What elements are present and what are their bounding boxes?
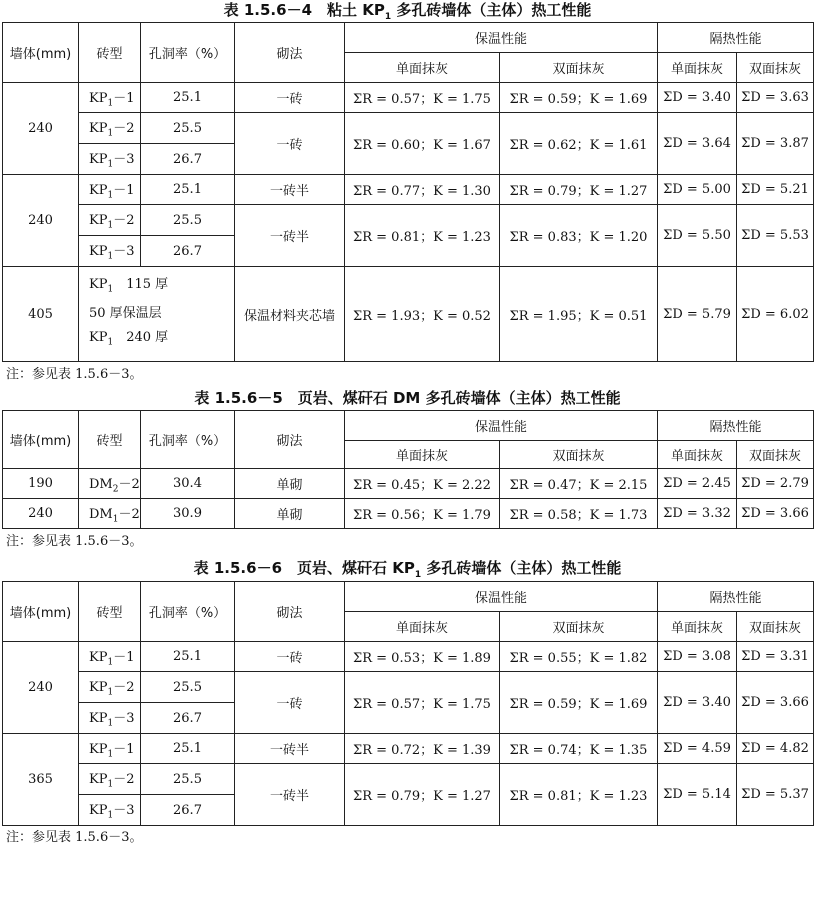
value-cell: ΣD = 3.31 xyxy=(737,642,814,672)
porosity-cell: 25.5 xyxy=(141,764,235,795)
brick-type-cell: $KP_1-1$ xyxy=(79,734,141,764)
table-3-note: 注：参见表 1.5.6－3。 xyxy=(6,830,143,845)
value-cell: ΣD = 5.21 xyxy=(737,175,814,205)
value-cell: ΣR = 0.59；K = 1.69 xyxy=(500,83,658,113)
porosity-cell: 25.5 xyxy=(141,205,235,236)
value-cell: ΣD = 3.40 xyxy=(658,672,737,734)
method-cell: 一砖 xyxy=(235,672,345,734)
header-wall: 墙体(mm) xyxy=(3,411,79,469)
porosity-cell: 25.1 xyxy=(141,83,235,113)
table-1-title: 表 1.5.6－4 粘土 $KP_1$ 多孔砖墙体（主体）热工性能 xyxy=(223,1,592,22)
brick-type-cell: $KP_1-2$ xyxy=(79,205,141,236)
header-double: 双面抹灰 xyxy=(737,53,814,83)
header-heat-insulation: 隔热性能 xyxy=(658,582,814,612)
header-porosity: 孔洞率（%） xyxy=(141,411,235,469)
porosity-cell: 25.1 xyxy=(141,642,235,672)
value-cell: ΣD = 5.37 xyxy=(737,764,814,826)
value-cell: ΣR = 0.59；K = 1.69 xyxy=(500,672,658,734)
value-cell: ΣR = 0.53；K = 1.89 xyxy=(345,642,500,672)
porosity-cell: 30.4 xyxy=(141,469,235,499)
value-cell: ΣR = 0.83；K = 1.20 xyxy=(500,205,658,267)
table-row xyxy=(3,734,814,764)
table-row xyxy=(3,83,814,113)
table-1-note: 注：参见表 1.5.6－3。 xyxy=(6,367,143,382)
header-insulation: 保温性能 xyxy=(345,582,658,612)
method-cell: 一砖半 xyxy=(235,734,345,764)
value-cell: ΣR = 0.60；K = 1.67 xyxy=(345,113,500,175)
value-cell: ΣD = 2.45 xyxy=(658,469,737,499)
table-2 xyxy=(2,410,814,529)
header-wall: 墙体(mm) xyxy=(3,23,79,83)
method-cell: 一砖 xyxy=(235,83,345,113)
brick-type-cell: $KP_1-3$ xyxy=(79,795,141,826)
header-double: 双面抹灰 xyxy=(737,441,814,469)
table-row xyxy=(3,642,814,672)
header-single: 单面抹灰 xyxy=(658,53,737,83)
value-cell: ΣD = 5.50 xyxy=(658,205,737,267)
brick-type-cell: $KP_1-3$ xyxy=(79,236,141,267)
method-cell: 一砖半 xyxy=(235,764,345,826)
value-cell: ΣD = 3.87 xyxy=(737,113,814,175)
wall-cell: 190 xyxy=(3,469,79,499)
porosity-cell: 26.7 xyxy=(141,144,235,175)
value-cell: ΣR = 0.45；K = 2.22 xyxy=(345,469,500,499)
table-row xyxy=(3,113,814,144)
header-brick: 砖型 xyxy=(79,411,141,469)
porosity-cell: 26.7 xyxy=(141,703,235,734)
value-cell: ΣD = 3.63 xyxy=(737,83,814,113)
header-heat-insulation: 隔热性能 xyxy=(658,23,814,53)
value-cell: ΣD = 3.08 xyxy=(658,642,737,672)
header-single: 单面抹灰 xyxy=(658,441,737,469)
value-cell: ΣR = 0.57；K = 1.75 xyxy=(345,83,500,113)
brick-type-cell: $KP_1-3$ xyxy=(79,703,141,734)
brick-type-cell: $KP_1-1$ xyxy=(79,175,141,205)
header-single: 单面抹灰 xyxy=(658,612,737,642)
value-cell: ΣD = 3.66 xyxy=(737,499,814,529)
brick-type-cell: $KP_1-1$ xyxy=(79,83,141,113)
table-row xyxy=(3,267,814,362)
brick-type-cell: $DM_1-2$ xyxy=(79,499,141,529)
value-cell: ΣD = 4.82 xyxy=(737,734,814,764)
value-cell: ΣD = 5.00 xyxy=(658,175,737,205)
method-cell: 一砖半 xyxy=(235,205,345,267)
method-cell: 保温材料夹芯墙 xyxy=(235,267,345,362)
value-cell: ΣD = 4.59 xyxy=(658,734,737,764)
header-porosity: 孔洞率（%） xyxy=(141,582,235,642)
brick-type-cell: $KP_1-2$ xyxy=(79,113,141,144)
value-cell: ΣR = 1.95；K = 0.51 xyxy=(500,267,658,362)
method-cell: 一砖 xyxy=(235,642,345,672)
brick-type-cell: $KP_1-2$ xyxy=(79,672,141,703)
value-cell: ΣD = 5.14 xyxy=(658,764,737,826)
header-double: 双面抹灰 xyxy=(737,612,814,642)
porosity-cell: 26.7 xyxy=(141,236,235,267)
value-cell: ΣD = 6.02 xyxy=(737,267,814,362)
wall-cell: 240 xyxy=(3,175,79,267)
porosity-cell: 30.9 xyxy=(141,499,235,529)
porosity-cell: 25.1 xyxy=(141,175,235,205)
header-heat-insulation: 隔热性能 xyxy=(658,411,814,441)
method-cell: 一砖 xyxy=(235,113,345,175)
value-cell: ΣR = 0.74；K = 1.35 xyxy=(500,734,658,764)
table-row xyxy=(3,175,814,205)
header-insulation: 保温性能 xyxy=(345,411,658,441)
value-cell: ΣD = 3.32 xyxy=(658,499,737,529)
value-cell: ΣR = 0.47；K = 2.15 xyxy=(500,469,658,499)
table-2-title: 表 1.5.6－5 页岩、煤矸石 DM 多孔砖墙体（主体）热工性能 xyxy=(194,389,621,407)
value-cell: ΣD = 3.64 xyxy=(658,113,737,175)
value-cell: ΣR = 0.81；K = 1.23 xyxy=(500,764,658,826)
value-cell: ΣR = 0.56；K = 1.79 xyxy=(345,499,500,529)
header-double: 双面抹灰 xyxy=(500,53,658,83)
header-single: 单面抹灰 xyxy=(345,441,500,469)
value-cell: ΣR = 0.77；K = 1.30 xyxy=(345,175,500,205)
value-cell: ΣR = 0.58；K = 1.73 xyxy=(500,499,658,529)
brick-type-cell: $KP_1-1$ xyxy=(79,642,141,672)
method-cell: 一砖半 xyxy=(235,175,345,205)
value-cell: ΣR = 0.57；K = 1.75 xyxy=(345,672,500,734)
wall-cell: 240 xyxy=(3,642,79,734)
table-row xyxy=(3,499,814,529)
header-method: 砌法 xyxy=(235,23,345,83)
table-row xyxy=(3,205,814,236)
table-3-title: 表 1.5.6－6 页岩、煤矸石 $KP_1$ 多孔砖墙体（主体）热工性能 xyxy=(193,559,622,580)
header-single: 单面抹灰 xyxy=(345,53,500,83)
table-row xyxy=(3,672,814,703)
value-cell: ΣD = 5.79 xyxy=(658,267,737,362)
value-cell: ΣD = 3.66 xyxy=(737,672,814,734)
table-2-note: 注：参见表 1.5.6－3。 xyxy=(6,534,143,549)
header-brick: 砖型 xyxy=(79,23,141,83)
composite-wall-cell: $KP_1$ 115 厚 50 厚保温层 $KP_1$ 240 厚 xyxy=(79,267,235,362)
table-row xyxy=(3,764,814,795)
value-cell: ΣR = 0.81；K = 1.23 xyxy=(345,205,500,267)
value-cell: ΣR = 1.93；K = 0.52 xyxy=(345,267,500,362)
porosity-cell: 26.7 xyxy=(141,795,235,826)
porosity-cell: 25.5 xyxy=(141,113,235,144)
header-insulation: 保温性能 xyxy=(345,23,658,53)
value-cell: ΣR = 0.79；K = 1.27 xyxy=(500,175,658,205)
porosity-cell: 25.5 xyxy=(141,672,235,703)
header-double: 双面抹灰 xyxy=(500,441,658,469)
wall-cell: 240 xyxy=(3,83,79,175)
table-row xyxy=(3,469,814,499)
brick-type-cell: $KP_1-2$ xyxy=(79,764,141,795)
wall-cell: 405 xyxy=(3,267,79,362)
porosity-cell: 25.1 xyxy=(141,734,235,764)
wall-cell: 365 xyxy=(3,734,79,826)
header-method: 砌法 xyxy=(235,582,345,642)
value-cell: ΣD = 3.40 xyxy=(658,83,737,113)
value-cell: ΣR = 0.55；K = 1.82 xyxy=(500,642,658,672)
brick-type-cell: $DM_2-2$ xyxy=(79,469,141,499)
value-cell: ΣR = 0.79；K = 1.27 xyxy=(345,764,500,826)
value-cell: ΣR = 0.62；K = 1.61 xyxy=(500,113,658,175)
header-double: 双面抹灰 xyxy=(500,612,658,642)
wall-cell: 240 xyxy=(3,499,79,529)
header-porosity: 孔洞率（%） xyxy=(141,23,235,83)
header-wall: 墙体(mm) xyxy=(3,582,79,642)
header-brick: 砖型 xyxy=(79,582,141,642)
value-cell: ΣR = 0.72；K = 1.39 xyxy=(345,734,500,764)
method-cell: 单砌 xyxy=(235,499,345,529)
header-single: 单面抹灰 xyxy=(345,612,500,642)
table-3 xyxy=(2,581,814,826)
method-cell: 单砌 xyxy=(235,469,345,499)
value-cell: ΣD = 5.53 xyxy=(737,205,814,267)
table-1 xyxy=(2,22,814,362)
header-method: 砌法 xyxy=(235,411,345,469)
brick-type-cell: $KP_1-3$ xyxy=(79,144,141,175)
value-cell: ΣD = 2.79 xyxy=(737,469,814,499)
